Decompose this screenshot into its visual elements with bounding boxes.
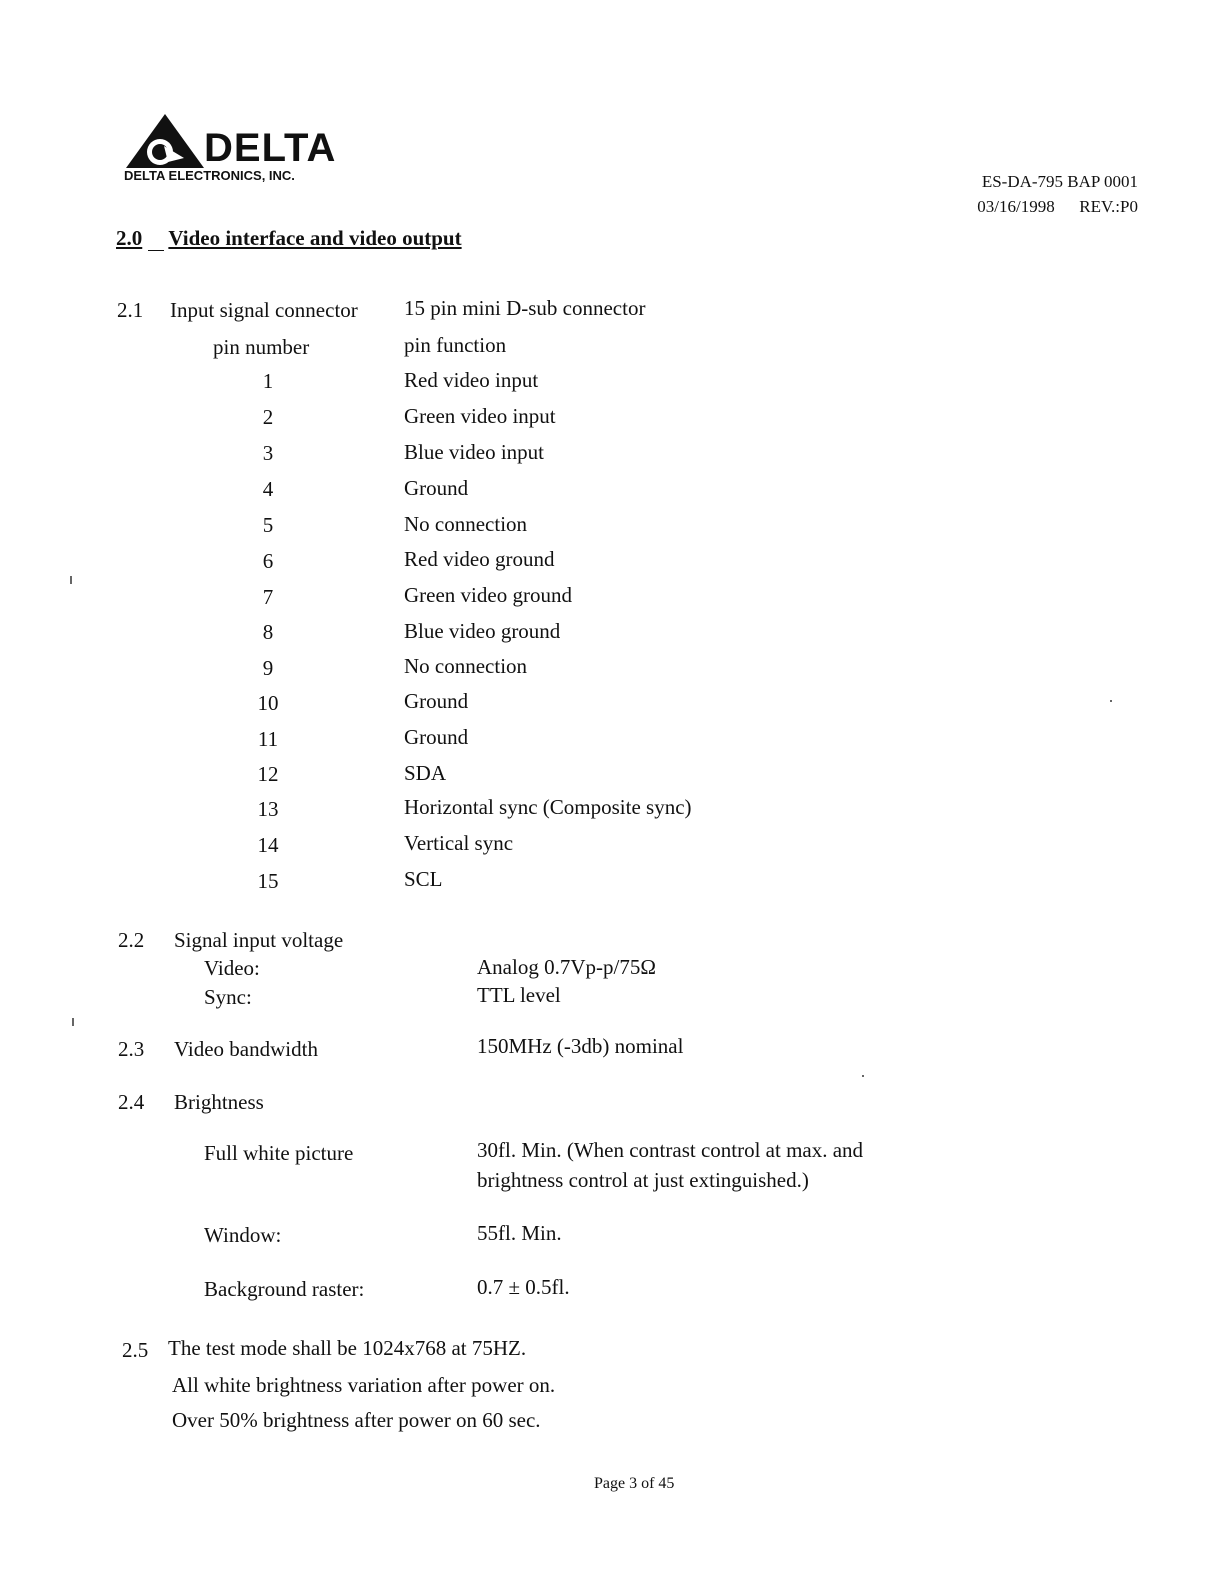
company-logo bbox=[124, 112, 364, 188]
s24-label: Brightness bbox=[174, 1090, 264, 1114]
pin-function: Green video input bbox=[404, 404, 556, 428]
s24-window-value: 55fl. Min. bbox=[477, 1221, 562, 1245]
pin-number: 7 bbox=[262, 585, 274, 609]
pin-number: 8 bbox=[262, 620, 274, 644]
s21-number: 2.1 bbox=[117, 298, 144, 322]
s23-label: Video bandwidth bbox=[174, 1037, 318, 1061]
s24-number: 2.4 bbox=[118, 1090, 145, 1114]
s22-label: Signal input voltage bbox=[174, 928, 344, 952]
pin-number: 11 bbox=[257, 727, 279, 751]
section-heading bbox=[116, 226, 462, 251]
page-number: Page 3 of 45 bbox=[594, 1475, 675, 1492]
doc-date-rev bbox=[977, 197, 1138, 217]
pin-function: No connection bbox=[404, 654, 528, 678]
pin-function-header: pin function bbox=[404, 333, 507, 357]
s25-number: 2.5 bbox=[122, 1338, 149, 1362]
delta-triangle-icon bbox=[124, 112, 206, 170]
pin-function: SDA bbox=[404, 761, 447, 785]
doc-date: 03/16/1998 bbox=[977, 197, 1055, 216]
s24-full-value-2: brightness control at just extinguished.) bbox=[477, 1168, 809, 1192]
s21-value: 15 pin mini D-sub connector bbox=[404, 296, 646, 320]
s25-line-2: All white brightness variation after power on. bbox=[172, 1373, 556, 1397]
pin-function: Ground bbox=[404, 689, 469, 713]
s25-line-1: The test mode shall be 1024x768 at 75HZ. bbox=[168, 1336, 527, 1360]
s24-full-value-1: 30fl. Min. (When contrast control at max. and bbox=[477, 1138, 864, 1162]
pin-number: 5 bbox=[262, 513, 274, 537]
pin-function: Vertical sync bbox=[404, 831, 514, 855]
s23-value: 150MHz (-3db) nominal bbox=[477, 1034, 684, 1058]
pin-number: 2 bbox=[262, 405, 274, 429]
pin-number: 9 bbox=[262, 656, 274, 680]
scan-speck bbox=[72, 1018, 74, 1026]
pin-function: Blue video ground bbox=[404, 619, 561, 643]
s25-line-3: Over 50% brightness after power on 60 sec. bbox=[172, 1408, 541, 1432]
s23-number: 2.3 bbox=[118, 1037, 145, 1061]
s22-video-value: Analog 0.7Vp-p/75Ω bbox=[477, 955, 656, 979]
pin-function: No connection bbox=[404, 512, 528, 536]
doc-number: ES-DA-795 BAP 0001 bbox=[981, 172, 1138, 191]
pin-function: SCL bbox=[404, 867, 443, 891]
s22-sync-value: TTL level bbox=[477, 983, 561, 1007]
scan-speck bbox=[70, 576, 72, 584]
pin-function: Ground bbox=[404, 476, 469, 500]
pin-function: Red video input bbox=[404, 368, 539, 392]
doc-revision: REV.:P0 bbox=[1079, 197, 1138, 216]
s21-label: Input signal connector bbox=[170, 298, 358, 322]
s22-video-label: Video: bbox=[204, 956, 260, 980]
s24-raster-value: 0.7 ± 0.5fl. bbox=[477, 1275, 570, 1299]
pin-number: 12 bbox=[257, 762, 279, 786]
pin-number: 6 bbox=[262, 549, 274, 573]
section-number: 2.0 bbox=[116, 226, 143, 250]
s24-full-label: Full white picture bbox=[204, 1141, 354, 1165]
logo-wordmark: DELTA bbox=[204, 126, 337, 170]
s24-raster-label: Background raster: bbox=[204, 1277, 365, 1301]
scan-speck bbox=[1110, 700, 1112, 702]
pin-function: Horizontal sync (Composite sync) bbox=[404, 795, 692, 819]
pin-function: Green video ground bbox=[404, 583, 572, 607]
pin-number: 13 bbox=[257, 797, 279, 821]
scan-speck bbox=[862, 1075, 864, 1077]
pin-number: 10 bbox=[257, 691, 279, 715]
pin-number: 4 bbox=[262, 477, 274, 501]
pin-number-header: pin number bbox=[213, 335, 310, 359]
pin-number: 3 bbox=[262, 441, 274, 465]
pin-function: Red video ground bbox=[404, 547, 555, 571]
pin-function: Ground bbox=[404, 725, 469, 749]
section-title: Video interface and video output bbox=[168, 226, 462, 250]
pin-number: 1 bbox=[262, 369, 274, 393]
company-name: DELTA ELECTRONICS, INC. bbox=[124, 168, 295, 183]
pin-number: 14 bbox=[257, 833, 279, 857]
pin-number: 15 bbox=[257, 869, 279, 893]
s24-window-label: Window: bbox=[204, 1223, 282, 1247]
pin-function: Blue video input bbox=[404, 440, 544, 464]
s22-sync-label: Sync: bbox=[204, 985, 252, 1009]
s22-number: 2.2 bbox=[118, 928, 145, 952]
